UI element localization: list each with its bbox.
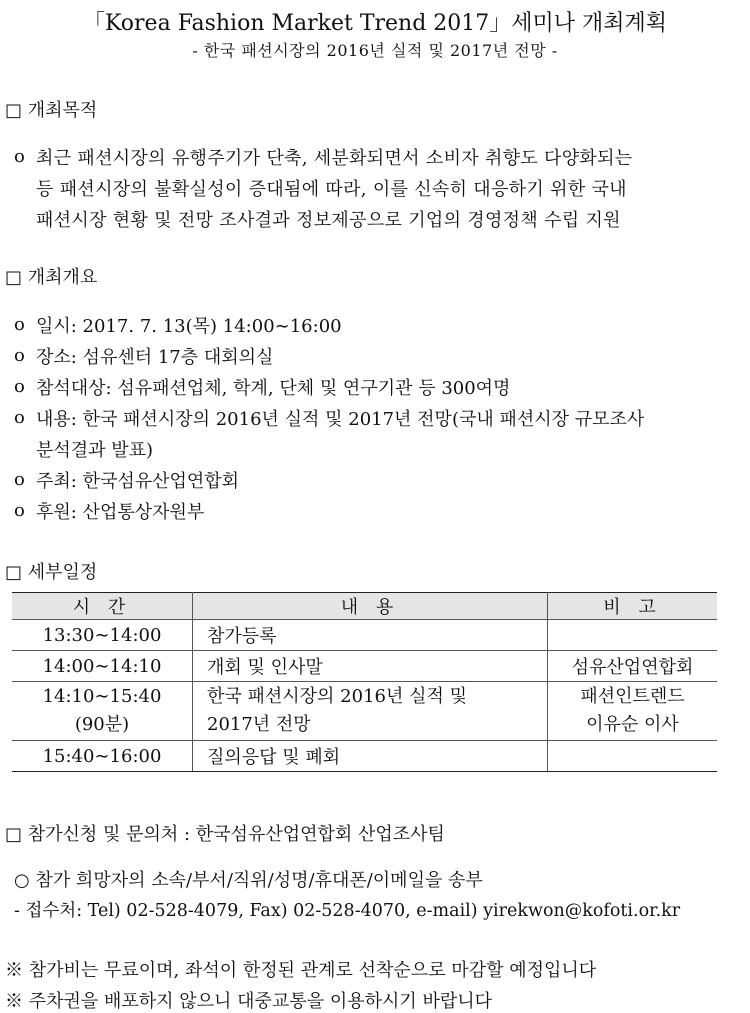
- schedule-content-line-2: 2017년 전망: [207, 714, 311, 735]
- purpose-line-2: 등 패션시장의 불확실성이 증대됨에 따라, 이를 신속히 대응하기 위한 국내: [36, 179, 627, 200]
- schedule-content: 개회 및 인사말: [193, 651, 548, 682]
- purpose-bullet: o: [14, 146, 25, 167]
- schedule-table: [12, 592, 717, 772]
- overview-item-host: 주최: 한국섬유산업연합회: [36, 471, 240, 492]
- overview-bullet-4: o: [14, 407, 25, 428]
- overview-item-attendees: 참석대상: 섬유패션업체, 학계, 단체 및 연구기관 등 300여명: [36, 378, 511, 399]
- overview-item-venue: 장소: 섬유센터 17층 대회의실: [36, 347, 274, 368]
- contact-reception: - 접수처: Tel) 02-528-4079, Fax) 02-528-4070, e-mail) yirekwon@kofoti.or.kr: [14, 901, 681, 921]
- section-heading-purpose: □ 개최목적: [5, 100, 98, 121]
- schedule-note: [548, 620, 718, 651]
- schedule-note: 섬유산업연합회: [548, 651, 718, 682]
- purpose-line-3: 패션시장 현황 및 전망 조사결과 정보제공으로 기업의 경영정책 수립 지원: [36, 210, 621, 231]
- document-subtitle: - 한국 패션시장의 2016년 실적 및 2017년 전망 -: [192, 41, 558, 60]
- note-fee: ※ 참가비는 무료이며, 좌석이 한정된 관계로 선착순으로 마감할 예정입니다: [5, 960, 597, 981]
- schedule-time: 14:00∼14:10: [12, 651, 193, 682]
- overview-bullet-6: o: [14, 500, 25, 521]
- overview-item-content: 내용: 한국 패션시장의 2016년 실적 및 2017년 전망(국내 패션시장 규모조사: [36, 409, 645, 430]
- schedule-note: [548, 741, 718, 772]
- section-heading-schedule: □ 세부일정: [5, 562, 98, 583]
- overview-bullet-2: o: [14, 345, 25, 366]
- schedule-time: [12, 682, 193, 741]
- schedule-header-time: 시 간: [12, 593, 193, 620]
- schedule-content: 참가등록: [193, 620, 548, 651]
- table-row: [12, 620, 717, 651]
- overview-item-date: 일시: 2017. 7. 13(목) 14:00∼16:00: [36, 316, 342, 337]
- schedule-note-line-2: 이유순 이사: [586, 714, 679, 735]
- schedule-content-line-1: 한국 패션시장의 2016년 실적 및: [207, 686, 467, 707]
- overview-item-sponsor: 후원: 산업통상자원부: [36, 502, 205, 523]
- schedule-header-content: 내 용: [193, 593, 548, 620]
- schedule-time-duration: (90분): [74, 714, 130, 735]
- schedule-content: 질의응답 및 폐회: [193, 741, 548, 772]
- schedule-header-row: [12, 593, 717, 620]
- overview-item-content-cont: 분석결과 발표): [36, 440, 154, 461]
- purpose-line-1: 최근 패션시장의 유행주기가 단축, 세분화되면서 소비자 취향도 다양화되는: [36, 148, 633, 169]
- table-row: [12, 651, 717, 682]
- schedule-note-line-1: 패션인트렌드: [580, 686, 685, 707]
- schedule-content: [193, 682, 548, 741]
- section-heading-overview: □ 개최개요: [5, 267, 98, 288]
- section-heading-contact: □ 참가신청 및 문의처 : 한국섬유산업연합회 산업조사팀: [5, 824, 445, 845]
- contact-instruction: ○ 참가 희망자의 소속/부서/직위/성명/휴대폰/이메일을 송부: [14, 870, 483, 891]
- schedule-time-range: 14:10∼15:40: [42, 686, 162, 707]
- schedule-note: [548, 682, 718, 741]
- table-row: [12, 682, 717, 741]
- document-title: 「Korea Fashion Market Trend 2017」세미나 개최계획: [82, 11, 668, 36]
- schedule-header-note: 비 고: [548, 593, 718, 620]
- schedule-time: 13:30∼14:00: [12, 620, 193, 651]
- note-parking: ※ 주차권을 배포하지 않으니 대중교통을 이용하시기 바랍니다: [5, 991, 493, 1012]
- overview-bullet-1: o: [14, 314, 25, 335]
- table-row: [12, 741, 717, 772]
- overview-bullet-3: o: [14, 376, 25, 397]
- overview-bullet-5: o: [14, 469, 25, 490]
- schedule-time: 15:40∼16:00: [12, 741, 193, 772]
